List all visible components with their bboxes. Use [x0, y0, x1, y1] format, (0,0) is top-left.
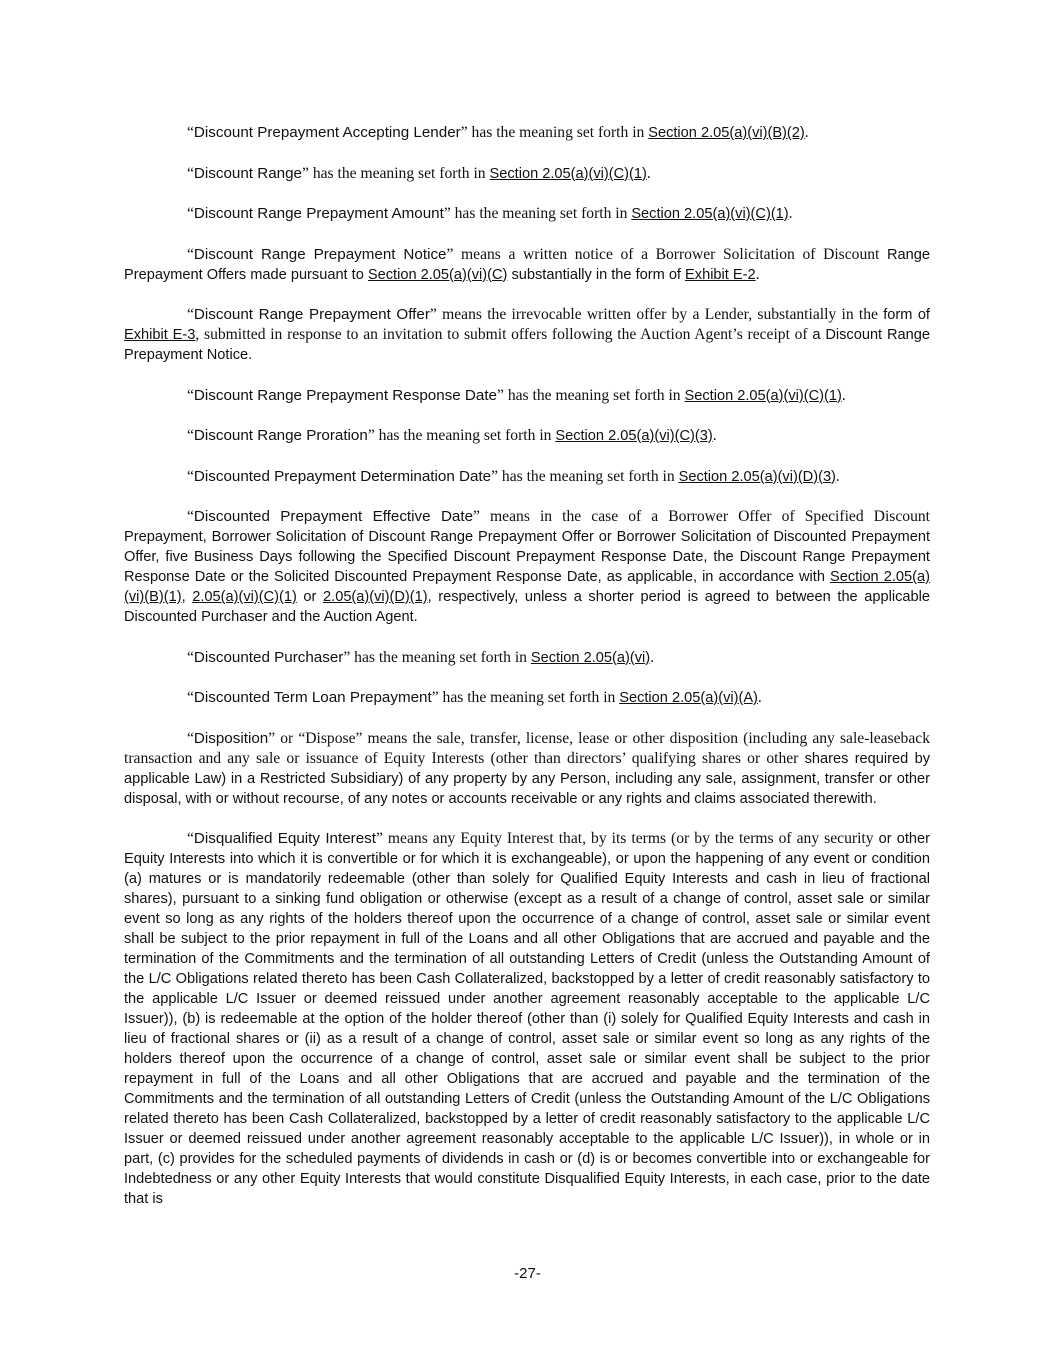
definition-discount-range-prepayment-offer	[124, 305, 930, 365]
paragraph-text: “	[187, 427, 194, 444]
paragraph-text: ” has the meaning set forth in	[491, 467, 679, 485]
definition-discount-range-prepayment-amount	[124, 204, 930, 224]
paragraph-text: shares required by applicable Law) in a Restricted Subsidiary) of any property by any Person, including any sale, assignment, transfer or other disposal, with or without recourse, of any notes or accounts receivable or any rights and claims associated therewith.	[124, 750, 930, 807]
cross-reference: 2.05(a)(vi)(C)(1)	[192, 589, 297, 605]
defined-term: Discount Range Prepayment Response Date	[193, 386, 497, 404]
page-number: -27-	[514, 1265, 541, 1282]
paragraph-text: .	[646, 164, 651, 182]
definition-discount-range-proration	[124, 426, 930, 446]
defined-term: Disposition	[193, 729, 269, 747]
paragraph-text: “	[187, 729, 194, 747]
paragraph-text: .	[835, 467, 840, 485]
defined-term: Discount Range Proration	[193, 427, 368, 444]
defined-term: Discount Range Prepayment Notice	[193, 245, 447, 263]
paragraph-text: “	[187, 164, 194, 182]
document-body	[124, 123, 930, 1230]
defined-term: Discounted Purchaser	[193, 648, 344, 666]
cross-reference: Section 2.05(a)(vi)(C)	[367, 266, 508, 283]
paragraph-text: ” means any Equity Interest that, by its terms (or by the terms of any security	[375, 830, 879, 847]
paragraph-text: .	[841, 386, 846, 404]
cross-reference: Section 2.05(a)(vi)(C)(1)	[684, 387, 842, 404]
paragraph-text: “	[187, 467, 194, 485]
definition-discount-range-prepayment-notice	[124, 245, 930, 285]
definition-discounted-purchaser	[124, 648, 930, 668]
paragraph-text: ” has the meaning set forth in	[302, 164, 490, 182]
defined-term: Discount Range	[193, 164, 302, 182]
paragraph-text: ” or “Dispose” means the sale, transfer, license, lease or other disposition (including any sale-leaseback transaction and any sale or issuance of Equity Interests (other than directors’ qualifying shares or other	[124, 729, 930, 767]
paragraph-text: ” means the irrevocable written offer by a Lender, substantially in the	[429, 306, 884, 323]
paragraph-text: “	[187, 648, 194, 666]
paragraph-text: “	[187, 205, 194, 222]
paragraph-text: form of	[883, 307, 930, 323]
paragraph-text: ” means in the case of a Borrower Offer of Specified Discount	[473, 508, 931, 525]
definition-discount-range	[124, 164, 930, 184]
defined-term: Discounted Term Loan Prepayment	[193, 689, 432, 706]
paragraph-text: a Discount Range Prepayment Notice.	[124, 327, 930, 363]
paragraph-text: .	[804, 124, 809, 141]
paragraph-text: ” has the meaning set forth in	[460, 124, 649, 141]
definition-disposition	[124, 729, 930, 809]
definition-discounted-prepayment-determination-date	[124, 467, 930, 487]
paragraph-text: “	[187, 386, 194, 404]
defined-term: Discounted Prepayment Determination Date	[193, 467, 492, 485]
paragraph-text: Range Prepayment Offers made pursuant to	[124, 246, 930, 283]
paragraph-text: “	[187, 508, 194, 525]
paragraph-text: “	[187, 306, 194, 323]
paragraph-text: “	[187, 245, 194, 263]
paragraph-text: .	[788, 205, 793, 222]
cross-reference: Section 2.05(a)(vi)(B)(2)	[648, 125, 805, 141]
cross-reference: Section 2.05(a)(vi)(C)(1)	[631, 206, 789, 222]
defined-term: Discount Range Prepayment Offer	[193, 306, 430, 323]
cross-reference: Section 2.05(a)(vi)(D)(3)	[678, 468, 836, 485]
paragraph-text: Prepayment, Borrower Solicitation of Discount Range Prepayment Offer or Borrower Solicitation of Discounted Prepayment Offer, five Business Days following the Specified Discount Prepayment Response Date, the Discount Range Prepayment Response Date or the Solicited Discounted Prepayment Response Date, as applicable, in accordance with	[124, 529, 930, 585]
definition-discounted-prepayment-effective-date	[124, 507, 930, 627]
paragraph-text: substantially in the form of	[507, 266, 686, 283]
paragraph-text: “	[187, 689, 194, 706]
definition-discount-prepayment-accepting-lender	[124, 123, 930, 143]
definition-discount-range-prepayment-response-date	[124, 386, 930, 406]
paragraph-text: or other Equity Interests into which it is convertible or for which it is exchangeable), or upon the happening of any event or condition (a) matures or is mandatorily redeemable (other than solely for Qualified Equity Interests and cash in lieu of fractional shares), pursuant to a sinking fund obligation or otherwise (except as a result of a change of control, asset sale or similar event so long as any rights of the holders thereof upon the occurrence of a change of control, asset sale or similar event shall be subject to the prior repayment in full of the Loans and all other Obligations that are accrued and payable and the termination of the Commitments and the termination of all outstanding Letters of Credit (unless the Outstanding Amount of the L/C Obligations related thereto has been Cash Collateralized, backstopped by a letter of credit reasonably satisfactory to the applicable L/C Issuer or deemed reissued under another agreement reasonably acceptable to the applicable L/C Issuer)), (b) is redeemable at the option of the holder thereof (other than (i) solely for Qualified Equity Interests and cash in lieu of fractional shares or (ii) as a result of a change of control, asset sale or similar event so long as any rights of the holders thereof upon the occurrence of a change of control, asset sale or similar event shall be subject to the prior repayment in full of the Loans and all other Obligations that are accrued and payable and the termination of the Commitments and the termination of all outstanding Letters of Credit (unless the Outstanding Amount of the L/C Obligations related thereto has been Cash Collateralized, backstopped by a letter of credit reasonably satisfactory to the applicable L/C Issuer or deemed reissued under another agreement reasonably acceptable to the applicable L/C Issuer)), in whole or in part, (c) provides for the scheduled payments of dividends in cash or (d) is or becomes convertible into or exchangeable for Indebtedness or any other Equity Interests that would constitute Disqualified Equity Interests, in each case, prior to the date that is	[124, 831, 930, 1207]
paragraph-text: ,	[181, 589, 193, 605]
defined-term: Discounted Prepayment Effective Date	[193, 508, 474, 525]
paragraph-text: ” means a written notice of a Borrower Solicitation of Discount	[446, 245, 887, 263]
paragraph-text: .	[650, 648, 654, 666]
defined-term: Disqualified Equity Interest	[193, 830, 376, 847]
paragraph-text: .	[712, 427, 717, 444]
paragraph-text: ” has the meaning set forth in	[497, 386, 685, 404]
paragraph-text: ” has the meaning set forth in	[343, 648, 531, 666]
cross-reference: Exhibit E-3	[124, 327, 196, 343]
cross-reference: Section 2.05(a)(vi)(B)(1)	[124, 569, 930, 605]
paragraph-text: ” has the meaning set forth in	[367, 427, 556, 444]
paragraph-text: , respectively, unless a shorter period is agreed to between the applicable Discounted Purchaser and the Auction Agent.	[124, 589, 931, 625]
cross-reference: 2.05(a)(vi)(D)(1)	[323, 589, 428, 605]
paragraph-text: , submitted in response to an invitation to submit offers following the Auction Agent’s receipt of	[195, 326, 813, 343]
paragraph-text: “	[187, 124, 194, 141]
defined-term: Discount Range Prepayment Amount	[193, 205, 444, 222]
defined-term: Discount Prepayment Accepting Lender	[193, 124, 461, 141]
paragraph-text: ” has the meaning set forth in	[431, 689, 620, 706]
cross-reference: Exhibit E-2	[685, 266, 756, 283]
definition-discounted-term-loan-prepayment	[124, 688, 930, 708]
paragraph-text: .	[755, 265, 760, 283]
cross-reference: Section 2.05(a)(vi)(C)(1)	[489, 165, 647, 182]
paragraph-text: “	[187, 830, 194, 847]
cross-reference: Section 2.05(a)(vi)(C)(3)	[555, 428, 713, 444]
cross-reference: Section 2.05(a)(vi)(A)	[619, 690, 758, 706]
paragraph-text: .	[757, 689, 762, 706]
paragraph-text: ” has the meaning set forth in	[443, 205, 632, 222]
cross-reference: Section 2.05(a)(vi)	[530, 649, 651, 666]
paragraph-text: or	[296, 589, 324, 605]
definition-disqualified-equity-interest	[124, 829, 930, 1209]
